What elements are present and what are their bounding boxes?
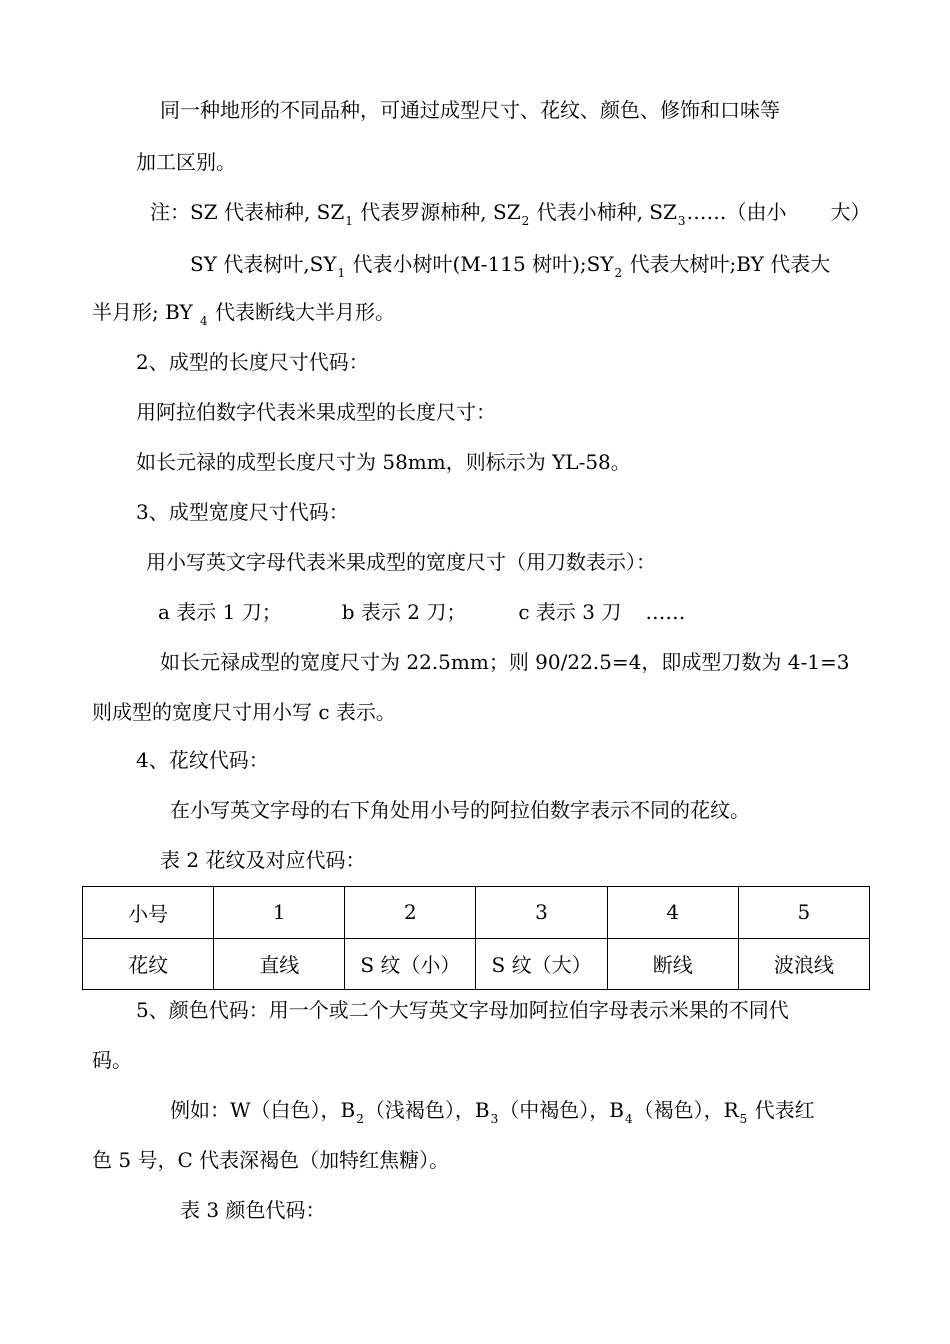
table-cell: 小号 xyxy=(83,887,214,939)
section-5-cont: 码。 xyxy=(92,1048,132,1072)
section-5-title: 5、颜色代码：用一个或二个大写英文字母加阿拉伯字母表示米果的不同代 xyxy=(136,998,789,1022)
section-4-desc: 在小写英文字母的右下角处用小号的阿拉伯数字表示不同的花纹。 xyxy=(170,798,750,822)
table-cell: 断线 xyxy=(607,938,738,990)
section-2-desc: 用阿拉伯数字代表米果成型的长度尺寸： xyxy=(136,400,496,424)
paragraph-intro-cont: 加工区别。 xyxy=(136,150,236,174)
table-cell: 5 xyxy=(738,887,869,939)
paragraph-intro: 同一种地形的不同品种，可通过成型尺寸、花纹、颜色、修饰和口味等 xyxy=(160,98,780,122)
table-cell: 3 xyxy=(476,887,607,939)
table-cell: 4 xyxy=(607,887,738,939)
table-2-caption: 表 2 花纹及对应代码： xyxy=(160,848,366,872)
section-5-example-cont: 色 5 号，C 代表深褐色（加特红焦糖）。 xyxy=(92,1148,450,1172)
table-row xyxy=(83,887,870,939)
table-cell: 2 xyxy=(345,887,476,939)
sy-line: SY 代表树叶$,SY_1$ 代表小树叶(M-115 树叶)$;SY_2$ 代表大树叶;BY 代表大 xyxy=(190,252,831,280)
table-cell: 花纹 xyxy=(83,938,214,990)
section-4-title: 4、花纹代码： xyxy=(136,748,269,772)
section-3-items: a 表示 1 刀； b 表示 2 刀； c 表示 3 刀 …… xyxy=(158,600,686,624)
section-5-example: 例如：W（白色），$B_2$（浅褐色），$B_3$（中褐色），$B_4$（褐色），$R_5$ 代表红 xyxy=(170,1098,815,1126)
sy-line-cont: 半月形; BY $_4$ 代表断线大半月形。 xyxy=(92,300,396,328)
table-cell: S 纹（大） xyxy=(476,938,607,990)
section-3-desc: 用小写英文字母代表米果成型的宽度尺寸（用刀数表示）： xyxy=(146,550,656,574)
section-3-example-cont: 则成型的宽度尺寸用小写 c 表示。 xyxy=(92,700,396,724)
section-3-title: 3、成型宽度尺寸代码： xyxy=(136,500,349,524)
table-row xyxy=(83,938,870,990)
section-2-example: 如长元禄的成型长度尺寸为 58mm，则标示为 YL-58。 xyxy=(136,450,631,474)
section-3-example: 如长元禄成型的宽度尺寸为 22.5mm；则 90/22.5=4，即成型刀数为 4-1=3 xyxy=(160,650,850,674)
table-cell: 直线 xyxy=(214,938,345,990)
table-3-caption: 表 3 颜色代码： xyxy=(180,1198,326,1222)
table-cell: S 纹（小） xyxy=(345,938,476,990)
table-cell: 波浪线 xyxy=(738,938,869,990)
pattern-code-table xyxy=(82,886,870,990)
note-line: 注：SZ 代表柿种, $SZ_1$ 代表罗源柿种, $SZ_2$ 代表小柿种, $SZ_3\dots\dots$（由小 大） xyxy=(150,200,871,228)
table-cell: 1 xyxy=(214,887,345,939)
section-2-title: 2、成型的长度尺寸代码： xyxy=(136,350,369,374)
